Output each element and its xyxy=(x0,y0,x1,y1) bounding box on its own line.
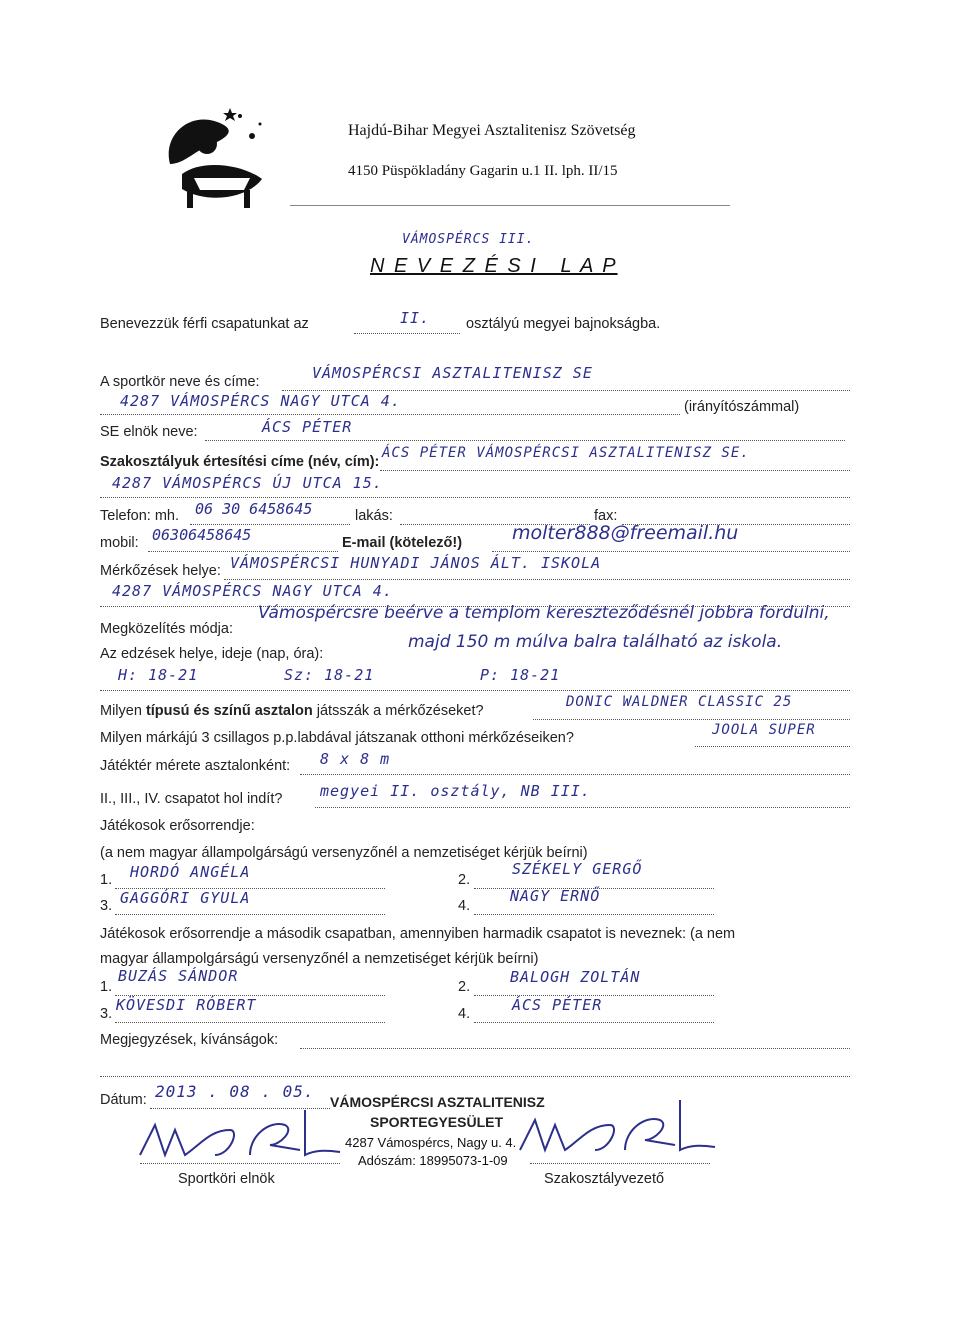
other-teams-value: megyei II. osztály, NB III. xyxy=(320,782,591,800)
header-rule xyxy=(290,205,730,206)
date-value: 2013 . 08 . 05. xyxy=(155,1082,315,1101)
training-monday: H: 18-21 xyxy=(118,666,199,684)
form-title: N E V E Z É S I L A P xyxy=(370,255,618,277)
table-type-value: DONIC WALDNER CLASSIC 25 xyxy=(566,694,793,710)
entry-label: Benevezzük férfi csapatunkat az xyxy=(100,316,309,332)
player1-1: HORDÓ ANGÉLA xyxy=(130,863,251,881)
player2-2: BALOGH ZOLTÁN xyxy=(510,968,641,986)
approach-value-1: Vámospércsre beérve a templom kereszteződésnél jobbra fordulni, xyxy=(258,603,830,623)
email-value: molter888@freemail.hu xyxy=(512,522,739,544)
training-wednesday: Sz: 18-21 xyxy=(284,666,375,684)
player2-1: BUZÁS SÁNDOR xyxy=(118,967,239,985)
stamp-line-4: Adószám: 18995073-1-09 xyxy=(358,1153,508,1168)
org-address: 4150 Püspökladány Gagarin u.1 II. lph. II/15 xyxy=(348,163,618,179)
stamp-line-3: 4287 Vámospércs, Nagy u. 4. xyxy=(345,1135,517,1150)
sport-club-name: VÁMOSPÉRCSI ASZTALITENISZ SE xyxy=(312,364,593,382)
venue-label: Mérkőzések helye: xyxy=(100,563,221,579)
federation-logo xyxy=(152,104,272,214)
play-area-label: Játéktér mérete asztalonként: xyxy=(100,758,291,774)
president-signature xyxy=(130,1100,350,1170)
sport-club-address: 4287 VÁMOSPÉRCS NAGY UTCA 4. xyxy=(120,392,401,410)
team-name-handwritten: VÁMOSPÉRCS III. xyxy=(402,232,535,247)
sport-club-label: A sportkör neve és címe: xyxy=(100,374,260,390)
players2-label-b: magyar állampolgárságú versenyzőnél a nemzetiséget kérjük beírni) xyxy=(100,951,539,967)
venue-value-2: 4287 VÁMOSPÉRCS NAGY UTCA 4. xyxy=(112,582,393,600)
mobile-label: mobil: xyxy=(100,535,139,551)
remarks-label: Megjegyzések, kívánságok: xyxy=(100,1032,279,1048)
zip-note: (irányítószámmal) xyxy=(684,399,800,415)
training-label: Az edzések helye, ideje (nap, óra): xyxy=(100,646,324,662)
date-label: Dátum: xyxy=(100,1092,147,1108)
training-friday: P: 18-21 xyxy=(480,666,561,684)
other-teams-label: II., III., IV. csapatot hol indít? xyxy=(100,791,283,807)
players-label: Játékosok erősorrendje: xyxy=(100,818,255,834)
players2-label-a: Játékosok erősorrendje a második csapatban, amennyiben harmadik csapatot is neveznek: (a nem xyxy=(100,926,736,942)
play-area-value: 8 x 8 m xyxy=(320,750,391,768)
players-note: (a nem magyar állampolgárságú versenyzőnél a nemzetiséget kérjük beírni) xyxy=(100,845,588,861)
table-type-label: Milyen típusú és színű asztalon játsszák a mérkőzéseket? xyxy=(100,703,484,719)
division-value: II. xyxy=(400,309,431,327)
approach-value-2: majd 150 m múlva balra található az iskola. xyxy=(408,632,783,652)
player2-3: KÖVESDI RÓBERT xyxy=(116,996,257,1014)
mobile-value: 06306458645 xyxy=(152,526,252,544)
fax-label: fax: xyxy=(594,508,618,524)
org-name: Hajdú-Bihar Megyei Asztalitenisz Szövetség xyxy=(348,122,636,139)
player1-3: GAGGÓRI GYULA xyxy=(120,889,251,907)
email-label: E-mail (kötelező!) xyxy=(342,535,463,551)
stamp-line-1: VÁMOSPÉRCSI ASZTALITENISZ xyxy=(330,1094,545,1110)
contact-label: Szakosztályuk értesítési címe (név, cím): xyxy=(100,454,380,470)
player1-4: NAGY ERNŐ xyxy=(510,887,601,905)
ball-label: Milyen márkájú 3 csillagos p.p.labdával játszanak otthoni mérkőzéseiken? xyxy=(100,730,574,746)
president-signature-label: Sportköri elnök xyxy=(178,1171,275,1187)
section-leader-signature-label: Szakosztályvezető xyxy=(544,1171,665,1187)
entry-label-post: osztályú megyei bajnokságba. xyxy=(466,316,661,332)
contact-value-1: ÁCS PÉTER VÁMOSPÉRCSI ASZTALITENISZ SE. xyxy=(382,445,750,461)
player1-2: SZÉKELY GERGŐ xyxy=(512,860,643,878)
stamp-line-2: SPORTEGYESÜLET xyxy=(370,1114,504,1130)
approach-label: Megközelítés módja: xyxy=(100,621,233,637)
section-leader-signature xyxy=(510,1090,720,1170)
contact-value-2: 4287 VÁMOSPÉRCS ÚJ UTCA 15. xyxy=(112,474,383,492)
phone-value: 06 30 6458645 xyxy=(195,500,313,518)
ball-value: JOOLA SUPER xyxy=(712,722,816,738)
president-label: SE elnök neve: xyxy=(100,424,198,440)
phone-label: Telefon: mh. xyxy=(100,508,179,524)
president-value: ÁCS PÉTER xyxy=(262,418,353,436)
venue-value-1: VÁMOSPÉRCSI HUNYADI JÁNOS ÁLT. ISKOLA xyxy=(230,554,602,572)
player2-4: ÁCS PÉTER xyxy=(512,996,603,1014)
home-phone-label: lakás: xyxy=(355,508,393,524)
